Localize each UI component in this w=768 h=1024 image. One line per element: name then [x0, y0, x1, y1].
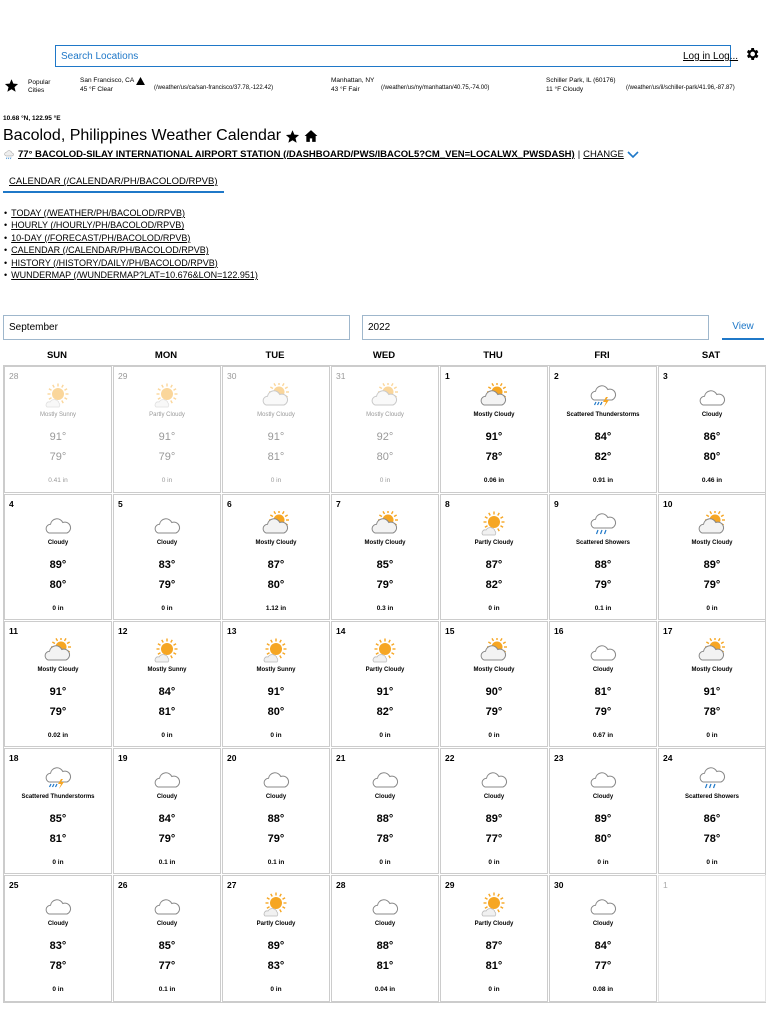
- day-number: 10: [663, 499, 673, 509]
- calendar-day-cell[interactable]: [549, 621, 657, 747]
- condition-text: Mostly Sunny: [147, 667, 187, 673]
- city-weather: 43 °F Fair: [331, 86, 360, 93]
- low-temp: 78°: [376, 833, 394, 845]
- nav-item: [4, 232, 258, 244]
- cloud-rain-icon: [3, 150, 15, 160]
- login-label: Log in: [683, 51, 711, 62]
- high-temp: 87°: [485, 559, 503, 571]
- cloud-icon: [698, 383, 726, 409]
- day-number: 16: [554, 626, 564, 636]
- precipitation: 0 in: [488, 986, 500, 993]
- mostly-cloudy-icon: [371, 383, 399, 409]
- weekday-tue: TUE: [265, 350, 285, 361]
- high-temp: 89°: [594, 813, 612, 825]
- high-temp: 85°: [49, 813, 67, 825]
- nav-item: [4, 257, 258, 269]
- day-number: 21: [336, 753, 346, 763]
- day-number: 30: [554, 880, 564, 890]
- nav-link-wundermap[interactable]: WUNDERMAP (/WUNDERMAP?LAT=10.676&LON=122.951): [11, 270, 258, 281]
- cloud-icon: [589, 765, 617, 791]
- precipitation: 0.1 in: [158, 986, 176, 993]
- high-temp: 86°: [703, 431, 721, 443]
- partly-sunny-icon: [153, 383, 181, 409]
- city-weather: 45 °F Clear: [80, 86, 113, 93]
- precipitation: 0.67 in: [592, 732, 614, 739]
- condition-text: Cloudy: [592, 667, 614, 673]
- precipitation: 0.04 in: [374, 986, 396, 993]
- city-weather: 11 °F Cloudy: [546, 86, 584, 93]
- partly-sunny-icon: [262, 892, 290, 918]
- condition-text: Scattered Thunderstorms: [566, 412, 640, 418]
- condition-text: Partly Cloudy: [149, 412, 185, 418]
- station-temp: 77°: [18, 149, 33, 160]
- condition-text: Cloudy: [47, 921, 69, 927]
- high-temp: 89°: [49, 559, 67, 571]
- condition-text: Mostly Cloudy: [473, 667, 515, 673]
- calendar-day-cell[interactable]: [658, 494, 766, 620]
- condition-text: Cloudy: [156, 794, 178, 800]
- calendar-day-cell[interactable]: [113, 621, 221, 747]
- city-url[interactable]: (/weather/us/ny/manhattan/40.75,-74.00): [381, 85, 490, 91]
- tab-calendar[interactable]: CALENDAR (/CALENDAR/PH/BACOLOD/RPVB): [3, 176, 224, 193]
- rain-icon: [698, 765, 726, 791]
- high-temp: 89°: [485, 813, 503, 825]
- day-number: 26: [118, 880, 128, 890]
- mostly-cloudy-icon: [698, 511, 726, 537]
- low-temp: 78°: [703, 706, 721, 718]
- low-temp: 79°: [49, 706, 67, 718]
- calendar-day-cell[interactable]: [113, 494, 221, 620]
- condition-text: Cloudy: [701, 412, 723, 418]
- nav-link-today[interactable]: TODAY (/WEATHER/PH/BACOLOD/RPVB): [11, 208, 186, 218]
- high-temp: 86°: [703, 813, 721, 825]
- precipitation: 0 in: [488, 859, 500, 866]
- popular-city-sf[interactable]: [80, 76, 274, 94]
- calendar-day-cell[interactable]: [331, 621, 439, 747]
- high-temp: 91°: [49, 686, 67, 698]
- low-temp: 79°: [158, 579, 176, 591]
- low-temp: 79°: [267, 833, 285, 845]
- high-temp: 88°: [267, 813, 285, 825]
- high-temp: 88°: [376, 813, 394, 825]
- high-temp: 84°: [158, 813, 176, 825]
- cloud-icon: [153, 511, 181, 537]
- low-temp: 82°: [376, 706, 394, 718]
- weekday-sat: SAT: [701, 350, 721, 361]
- calendar-day-cell[interactable]: [440, 875, 548, 1002]
- cloud-icon: [371, 765, 399, 791]
- precipitation: 0.3 in: [376, 605, 394, 612]
- condition-text: Mostly Cloudy: [473, 412, 515, 418]
- city-url[interactable]: (/weather/us/ca/san-francisco/37.78,-122.42): [154, 85, 274, 91]
- calendar-day-cell[interactable]: [549, 366, 657, 493]
- mostly-cloudy-icon: [480, 638, 508, 664]
- search-box[interactable]: [55, 45, 731, 67]
- high-temp: 89°: [267, 940, 285, 952]
- mostly-cloudy-icon: [44, 638, 72, 664]
- condition-text: Cloudy: [47, 540, 69, 546]
- low-temp: 79°: [485, 706, 503, 718]
- city-name: San Francisco, CA: [80, 77, 135, 84]
- partly-sunny-icon: [480, 511, 508, 537]
- day-number: 9: [554, 499, 559, 509]
- precipitation: 0 in: [270, 477, 282, 484]
- chevron-down-icon[interactable]: [627, 151, 639, 159]
- high-temp: 84°: [594, 940, 612, 952]
- precipitation: 0 in: [706, 732, 718, 739]
- high-temp: 83°: [49, 940, 67, 952]
- star-icon[interactable]: [4, 78, 19, 93]
- calendar-day-cell[interactable]: [222, 875, 330, 1002]
- weekday-wed: WED: [372, 350, 396, 361]
- low-temp: 80°: [267, 579, 285, 591]
- precipitation: 0 in: [52, 859, 64, 866]
- cloud-icon: [371, 892, 399, 918]
- low-temp: 80°: [49, 579, 67, 591]
- partly-sunny-icon: [262, 638, 290, 664]
- precipitation: 0 in: [379, 732, 391, 739]
- month-select[interactable]: September: [3, 315, 350, 340]
- calendar-day-cell[interactable]: [440, 366, 548, 493]
- nav-link-10day[interactable]: 10-DAY (/FORECAST/PH/BACOLOD/RPVB): [11, 232, 191, 243]
- condition-text: Scattered Thunderstorms: [21, 794, 95, 800]
- calendar-day-cell[interactable]: [331, 494, 439, 620]
- high-temp: 88°: [594, 559, 612, 571]
- day-number: 28: [336, 880, 346, 890]
- condition-text: Mostly Cloudy: [257, 412, 295, 418]
- cloud-icon: [153, 765, 181, 791]
- low-temp: 78°: [49, 960, 67, 972]
- day-number: 13: [227, 626, 237, 636]
- login-link[interactable]: [683, 51, 738, 62]
- calendar-day-cell[interactable]: [222, 366, 330, 493]
- partly-sunny-icon: [153, 638, 181, 664]
- calendar-day-cell[interactable]: [658, 366, 766, 493]
- station-link[interactable]: [18, 149, 575, 160]
- high-temp: 92°: [376, 431, 394, 443]
- calendar-day-cell[interactable]: [113, 748, 221, 874]
- condition-text: Partly Cloudy: [474, 921, 514, 927]
- precipitation: 0 in: [52, 605, 64, 612]
- low-temp: 78°: [703, 833, 721, 845]
- partly-sunny-icon: [371, 638, 399, 664]
- nav-item: [4, 207, 258, 219]
- calendar-day-cell[interactable]: [549, 875, 657, 1002]
- calendar-day-cell[interactable]: [4, 621, 112, 747]
- calendar-day-cell[interactable]: [658, 748, 766, 874]
- day-number: 30: [227, 371, 237, 381]
- condition-text: Cloudy: [156, 540, 178, 546]
- precipitation: 0 in: [270, 986, 282, 993]
- mostly-cloudy-icon: [371, 511, 399, 537]
- low-temp: 77°: [594, 960, 612, 972]
- cloud-icon: [589, 892, 617, 918]
- low-temp: 80°: [594, 833, 612, 845]
- page-title: Bacolod, Philippines Weather Calendar: [3, 127, 282, 144]
- thunderstorm-icon: [44, 765, 72, 791]
- low-temp: 82°: [594, 451, 612, 463]
- condition-text: Mostly Cloudy: [364, 540, 406, 546]
- condition-text: Cloudy: [592, 921, 614, 927]
- precipitation: 0 in: [597, 859, 609, 866]
- high-temp: 91°: [267, 686, 285, 698]
- partly-sunny-icon: [44, 383, 72, 409]
- cloud-icon: [480, 765, 508, 791]
- low-temp: 79°: [158, 833, 176, 845]
- precipitation: 0.1 in: [267, 859, 285, 866]
- mostly-cloudy-icon: [698, 638, 726, 664]
- condition-text: Mostly Cloudy: [255, 540, 297, 546]
- day-number: 12: [118, 626, 128, 636]
- mostly-cloudy-icon: [262, 383, 290, 409]
- year-select[interactable]: 2022: [362, 315, 709, 340]
- precipitation: 0.02 in: [47, 732, 69, 739]
- low-temp: 78°: [485, 451, 503, 463]
- day-number: 5: [118, 499, 123, 509]
- precipitation: 0 in: [52, 986, 64, 993]
- low-temp: 81°: [376, 960, 394, 972]
- calendar-day-cell[interactable]: [331, 748, 439, 874]
- condition-text: Cloudy: [156, 921, 178, 927]
- low-temp: 80°: [703, 451, 721, 463]
- nav-item: [4, 244, 258, 256]
- calendar-day-cell[interactable]: [4, 366, 112, 493]
- day-number: 8: [445, 499, 450, 509]
- high-temp: 87°: [485, 940, 503, 952]
- nav-link-history[interactable]: HISTORY (/HISTORY/DAILY/PH/BACOLOD/RPVB): [11, 257, 218, 268]
- precipitation: 0.46 in: [701, 477, 723, 484]
- day-number: 1: [663, 880, 668, 890]
- low-temp: 79°: [158, 451, 176, 463]
- calendar-day-cell[interactable]: [113, 875, 221, 1002]
- cloud-icon: [262, 765, 290, 791]
- cloud-icon: [589, 638, 617, 664]
- high-temp: 91°: [158, 431, 176, 443]
- day-number: 1: [445, 371, 450, 381]
- precipitation: 1.12 in: [265, 605, 287, 612]
- low-temp: 79°: [49, 451, 67, 463]
- triangle-icon: [136, 77, 145, 85]
- high-temp: 90°: [485, 686, 503, 698]
- home-icon[interactable]: [304, 129, 318, 143]
- calendar-day-cell[interactable]: [549, 494, 657, 620]
- day-number: 3: [663, 371, 668, 381]
- low-temp: 80°: [267, 706, 285, 718]
- condition-text: Partly Cloudy: [474, 540, 514, 546]
- low-temp: 81°: [49, 833, 67, 845]
- condition-text: Cloudy: [483, 794, 505, 800]
- precipitation: 0 in: [706, 605, 718, 612]
- low-temp: 82°: [485, 579, 503, 591]
- precipitation: 0 in: [161, 477, 173, 484]
- condition-text: Scattered Showers: [575, 540, 631, 546]
- condition-text: Mostly Cloudy: [37, 667, 79, 673]
- low-temp: 79°: [594, 706, 612, 718]
- day-number: 4: [9, 499, 14, 509]
- calendar-day-cell[interactable]: [4, 748, 112, 874]
- high-temp: 84°: [158, 686, 176, 698]
- condition-text: Mostly Sunny: [256, 667, 296, 673]
- precipitation: 0.41 in: [48, 477, 68, 484]
- high-temp: 91°: [376, 686, 394, 698]
- popular-city-schiller[interactable]: [546, 76, 735, 94]
- low-temp: 77°: [158, 960, 176, 972]
- precipitation: 0 in: [161, 605, 173, 612]
- change-station-link[interactable]: CHANGE: [583, 149, 624, 160]
- high-temp: 91°: [49, 431, 67, 443]
- cloud-icon: [44, 892, 72, 918]
- high-temp: 85°: [376, 559, 394, 571]
- day-number: 28: [9, 371, 19, 381]
- condition-text: Cloudy: [592, 794, 614, 800]
- condition-text: Partly Cloudy: [365, 667, 405, 673]
- high-temp: 84°: [594, 431, 612, 443]
- day-number: 17: [663, 626, 673, 636]
- gear-icon[interactable]: [744, 46, 760, 62]
- low-temp: 81°: [267, 451, 285, 463]
- high-temp: 91°: [267, 431, 285, 443]
- cloud-icon: [153, 892, 181, 918]
- login-extra: Log...: [713, 51, 739, 62]
- nav-item: [4, 219, 258, 231]
- cloud-icon: [44, 511, 72, 537]
- day-number: 27: [227, 880, 237, 890]
- high-temp: 81°: [594, 686, 612, 698]
- low-temp: 80°: [376, 451, 394, 463]
- thunderstorm-icon: [589, 383, 617, 409]
- calendar-day-cell[interactable]: [331, 366, 439, 493]
- day-number: 23: [554, 753, 564, 763]
- high-temp: 87°: [267, 559, 285, 571]
- precipitation: 0.08 in: [592, 986, 614, 993]
- precipitation: 0.06 in: [483, 477, 505, 484]
- weekday-thu: THU: [483, 350, 503, 361]
- low-temp: 79°: [594, 579, 612, 591]
- view-button[interactable]: View: [722, 318, 764, 340]
- favorite-star-icon[interactable]: [285, 129, 300, 144]
- precipitation: 0.91 in: [592, 477, 614, 484]
- city-url[interactable]: (/weather/us/il/schiller-park/41.96,-87.87): [626, 85, 735, 91]
- calendar-day-cell[interactable]: [4, 875, 112, 1002]
- city-name: Schiller Park, IL (60176): [546, 77, 616, 84]
- low-temp: 81°: [158, 706, 176, 718]
- calendar-day-cell[interactable]: [549, 748, 657, 874]
- high-temp: 91°: [485, 431, 503, 443]
- separator: |: [577, 149, 581, 160]
- city-name: Manhattan, NY: [331, 77, 375, 84]
- low-temp: 79°: [376, 579, 394, 591]
- condition-text: Scattered Showers: [684, 794, 740, 800]
- day-number: 18: [9, 753, 19, 763]
- precipitation: 0.1 in: [158, 859, 176, 866]
- low-temp: 83°: [267, 960, 285, 972]
- day-number: 31: [336, 371, 346, 381]
- low-temp: 79°: [703, 579, 721, 591]
- high-temp: 85°: [158, 940, 176, 952]
- condition-text: Mostly Sunny: [39, 412, 76, 418]
- day-number: 7: [336, 499, 341, 509]
- mostly-cloudy-icon: [262, 511, 290, 537]
- calendar-day-cell[interactable]: [222, 494, 330, 620]
- nav-item: [4, 269, 258, 281]
- coordinates: 10.68 °N, 122.95 °E: [3, 115, 61, 122]
- precipitation: 0 in: [488, 732, 500, 739]
- day-number: 2: [554, 371, 559, 381]
- calendar-day-cell[interactable]: [4, 494, 112, 620]
- calendar-day-cell[interactable]: [658, 875, 766, 1002]
- day-number: 24: [663, 753, 673, 763]
- low-temp: 81°: [485, 960, 503, 972]
- precipitation: 0 in: [488, 605, 500, 612]
- high-temp: 91°: [703, 686, 721, 698]
- popular-city-manhattan[interactable]: [331, 76, 490, 94]
- precipitation: 0 in: [379, 859, 391, 866]
- high-temp: 89°: [703, 559, 721, 571]
- calendar-grid: [3, 365, 766, 1003]
- precipitation: 0 in: [706, 859, 718, 866]
- calendar-day-cell[interactable]: [440, 748, 548, 874]
- partly-sunny-icon: [480, 892, 508, 918]
- precipitation: 0 in: [270, 732, 282, 739]
- precipitation: 0 in: [161, 732, 173, 739]
- precipitation: 0 in: [379, 477, 391, 484]
- nav-list: [4, 207, 258, 281]
- calendar-day-cell[interactable]: [222, 621, 330, 747]
- calendar-day-cell[interactable]: [658, 621, 766, 747]
- day-number: 20: [227, 753, 237, 763]
- day-number: 15: [445, 626, 455, 636]
- condition-text: Mostly Cloudy: [691, 540, 733, 546]
- day-number: 25: [9, 880, 19, 890]
- low-temp: 77°: [485, 833, 503, 845]
- day-number: 19: [118, 753, 128, 763]
- condition-text: Mostly Cloudy: [691, 667, 733, 673]
- day-number: 11: [9, 626, 18, 636]
- weekday-mon: MON: [154, 350, 178, 361]
- page-title-row: [3, 127, 318, 145]
- condition-text: Cloudy: [374, 921, 396, 927]
- station-name: BACOLOD-SILAY INTERNATIONAL AIRPORT STATION (/DASHBOARD/PWS/IBACOL5?CM_VEN=LOCALWX_PWSDASH): [35, 149, 575, 160]
- search-input[interactable]: [56, 47, 730, 67]
- condition-text: Cloudy: [265, 794, 287, 800]
- weekday-sun: SUN: [46, 350, 68, 361]
- calendar-day-cell[interactable]: [440, 494, 548, 620]
- day-number: 29: [118, 371, 128, 381]
- nav-link-calendar[interactable]: CALENDAR (/CALENDAR/PH/BACOLOD/RPVB): [11, 245, 209, 256]
- calendar-day-cell[interactable]: [113, 366, 221, 493]
- high-temp: 83°: [158, 559, 176, 571]
- calendar-day-cell[interactable]: [331, 875, 439, 1002]
- day-number: 14: [336, 626, 346, 636]
- calendar-day-cell[interactable]: [222, 748, 330, 874]
- day-number: 22: [445, 753, 455, 763]
- nav-link-hourly[interactable]: HOURLY (/HOURLY/PH/BACOLOD/RPVB): [11, 220, 185, 231]
- station-row: [3, 149, 639, 160]
- day-number: 6: [227, 499, 232, 509]
- rain-icon: [589, 511, 617, 537]
- precipitation: 0.1 in: [594, 605, 612, 612]
- condition-text: Partly Cloudy: [256, 921, 296, 927]
- condition-text: Mostly Cloudy: [366, 412, 404, 418]
- day-number: 29: [445, 880, 455, 890]
- high-temp: 88°: [376, 940, 394, 952]
- popular-cities-label: Popular Cities: [28, 79, 51, 94]
- weekday-fri: FRI: [594, 350, 610, 361]
- mostly-cloudy-icon: [480, 383, 508, 409]
- calendar-day-cell[interactable]: [440, 621, 548, 747]
- condition-text: Cloudy: [374, 794, 396, 800]
